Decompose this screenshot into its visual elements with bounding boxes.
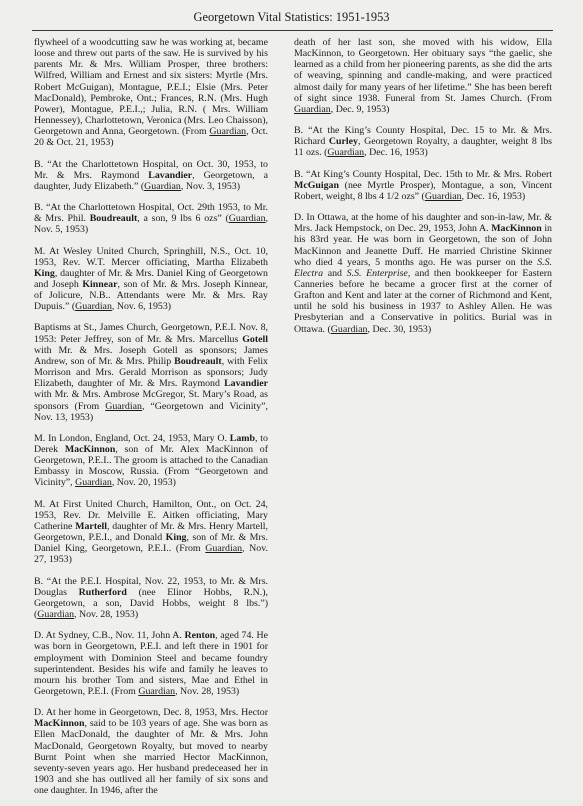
entry-text: , Dec. 16, 1953)	[364, 147, 428, 159]
source-citation: Guardian	[37, 609, 75, 621]
entry-text: (nee Elinor Hobbs, R.N.), Georgetown, a son, David Hobbs, weight 8 lbs.”) (	[34, 586, 268, 621]
entry-text: , daughter of Mr. & Mrs. Henry Martell, Georgetown, P.E.I., and Donald	[34, 520, 268, 544]
surname-highlight: Boudreault	[89, 213, 138, 225]
entry-text: D. At Sydney, C.B., Nov. 11, John A.	[34, 630, 185, 642]
entry-mcguigan-birth	[294, 169, 552, 202]
entry-text: B. “At King’s County Hospital, Dec. 15th to Mr. & Mrs. Robert	[294, 168, 552, 180]
surname-highlight: King	[34, 267, 55, 279]
source-citation: Guardian	[327, 147, 365, 159]
entry-text: with Mr. & Mrs. Ambrose McGregor, St. Mary’s Road, as sponsors (From	[34, 389, 268, 412]
entry-text: , son of Mr. Alex MacKinnon of Georgetown, P.E.I.. The groom is attached to the Canadian Embassy in Moscow, Russia. (From “Georgetown and Vicinity”,	[34, 444, 269, 489]
surname-highlight: Lavandier	[224, 378, 268, 390]
surname-highlight: Gotell	[242, 333, 268, 345]
entry-text: , and then bookkeeper for Eastern Canneries before he became a grocer first at the corner of Grafton and Kent and later at the corner of Richmond and Kent, until he sold his business in 1937 to Ashley Allen. He was Presbyterian and a Conservative in politics. Burial was in Ottawa. (	[294, 267, 552, 335]
entry-text: , to Derek	[34, 432, 268, 455]
entry-text: and	[323, 267, 347, 279]
source-citation: Guardian	[209, 126, 247, 138]
entry-text: D. In Ottawa, at the home of his daughter and son-in-law, Mr. & Mrs. Jack Hempstock, on Dec. 29, 1953, John A.	[294, 212, 552, 235]
surname-highlight: MacKinnon	[64, 444, 116, 455]
source-citation: Guardian	[105, 400, 142, 412]
entry-text: , Nov. 27, 1953)	[34, 543, 269, 566]
page-title: Georgetown Vital Statistics: 1951-1953	[193, 10, 390, 24]
entry-text: flywheel of a woodcutting saw he was working at, became loose and threw out parts of the saw. He is survived by his parents Mr. & Mrs. William Prosper, three brothers: Wilfred, William and Ernest and six sisters: Myrtle (Mrs. Robert McGuigan), Montague, P.E.I.; Elsie (Mrs. Peter MacDonald), Pembroke, Ont.; Frances, R.N. (Mrs. Hugh Power), Montague, P.E.I.,; Julia, R.N. ( Mrs. William Hennessey), Charlottetown, Veronica (Mrs. Leo Chaisson), Georgetown and Anna, Georgetown. (From	[34, 37, 268, 138]
entry-mrs-hector-mackinnon-continued	[294, 37, 552, 115]
entry-text: , son of Mr. & Mrs. Joseph Kinnear, of Jolicure, N.B.. Attendants were Mr. & Mrs. Ray Dupuis.” (	[34, 278, 269, 313]
surname-highlight: Rutherford	[78, 586, 127, 598]
entry-text: , son of Mr. & Mrs. Daniel King, Georgetown, P.E.I.. (From	[34, 532, 268, 555]
surname-highlight: King	[165, 532, 187, 544]
source-citation: Guardian	[294, 103, 331, 115]
entry-text: death of her last son, she moved with his widow, Ella MacKinnon, to Georgetown. Her obituary says “the gaelic, she learned as a child from her pioneering parents, as she did the arts of weaving, spinning and candle-making, and were practiced almost daily for many years of her lifetime.” She has been bereft of sight since 1938. Funeral from St. James Church. (From	[294, 37, 552, 104]
surname-highlight: MacKinnon	[34, 718, 85, 730]
surname-highlight: MacKinnon	[491, 223, 542, 235]
entry-martell-king-marriage	[34, 499, 268, 566]
entry-text: , Nov. 28, 1953)	[74, 609, 139, 621]
surname-highlight: Lavandier	[148, 169, 193, 181]
entry-king-kinnear-marriage	[34, 246, 268, 313]
surname-highlight: McGuigan	[294, 179, 339, 191]
source-citation: Guardian	[330, 323, 368, 335]
entry-text: , Dec. 16, 1953)	[461, 190, 526, 202]
entry-john-a-mackinnon-death	[294, 212, 552, 335]
entry-text: B. “At the Charlottetown Hospital, Oct. 29th 1953, to Mr. & Mrs. Phil.	[34, 202, 268, 225]
source-citation: Guardian	[138, 685, 176, 697]
entry-text: , Georgetown, a daughter, Judy Elizabeth.” (	[34, 169, 268, 192]
entry-renton-death	[34, 630, 268, 697]
entry-text: M. At First United Church, Hamilton, Ont., on Oct. 24, 1953, Rev. Dr. Melville E. Aitken officiating, Mary Catherine	[34, 498, 268, 532]
entry-text: , Nov. 5, 1953)	[34, 213, 268, 236]
entry-text: M. In London, England, Oct. 24, 1953, Mary O.	[34, 432, 230, 444]
ship-name: S.S. Electra	[294, 256, 552, 279]
entry-text: B. “At the King’s County Hospital, Dec. 15 to Mr. & Mrs. Richard	[294, 125, 552, 148]
header-divider	[32, 30, 553, 31]
entry-text: B. “At the Charlottetown Hospital, on Oct. 30, 1953, to Mr. & Mrs. Raymond	[34, 158, 268, 181]
entry-boudreault-birth	[34, 202, 268, 235]
entry-text: , said to be 103 years of age. She was born as Ellen MacDonald, the daughter of Mr. & Mrs. John MacDonald, Georgetown Royalty, but moved to nearby Burnt Point when she married Hector MacKinnon, seventy-seven years ago. Her husband predeceased her in 1903 and she has outlived all her family of six sons and one daughter. In 1946, after the	[34, 718, 268, 797]
source-citation: Guardian	[228, 213, 266, 225]
left-column	[34, 37, 268, 806]
entry-text: , daughter of Mr. & Mrs. Daniel King of Georgetown and Joseph	[34, 267, 268, 290]
entry-lamb-mackinnon-marriage	[34, 433, 268, 489]
entry-text: , aged 74. He was born in Georgetown, P.E.I. and left there in 1901 for employment with Dominion Steel and became foundry superintendent. Besides his wife and family he leaves to mourn his brother Tom and sisters, Mae and Ethel in Georgetown, P.E.I. (From	[34, 630, 268, 697]
entry-lavandier-birth	[34, 159, 268, 192]
surname-highlight: Renton	[184, 630, 216, 642]
entry-text: , with Felix Morrison and Mrs. Gerald Morrison as sponsors; Judy Elizabeth, daughter of Mr. & Mrs. Raymond	[34, 355, 268, 390]
source-citation: Guardian	[205, 543, 243, 555]
entry-text: , “Georgetown and Vicinity”, Nov. 13, 1953)	[34, 400, 269, 423]
entry-text: with Mr. & Mrs. Joseph Gotell as sponsors; James Andrew, son of Mr. & Mrs. Philip	[34, 344, 268, 367]
entry-text: D. At her home in Georgetown, Dec. 8, 1953, Mrs. Hector	[34, 707, 268, 719]
surname-highlight: Curley	[328, 136, 358, 148]
entry-text: , a son, 9 lbs 6 ozs” (	[137, 213, 229, 225]
entry-text: , Nov. 6, 1953)	[111, 301, 172, 313]
source-citation: Guardian	[424, 190, 462, 202]
entry-text: Baptisms at St., James Church, Georgetown, P.E.I. Nov. 8, 1953: Peter Jeffrey, son of Mr. & Mrs. Marcellus	[34, 322, 268, 345]
entry-text: , Nov. 28, 1953)	[175, 685, 240, 697]
entry-st-james-baptisms	[34, 322, 268, 422]
entry-text: in his 83rd year. He was born in Georgetown, the son of John MacKinnon and Jeanette Duff. He married Christine Skinner who died 4 years, 5 months ago. He was purser on the	[294, 223, 552, 268]
entry-mrs-hector-mackinnon-death	[34, 707, 268, 796]
entry-text: , Nov. 20, 1953)	[111, 477, 176, 489]
entry-text: (nee Myrtle Prosper), Montague, a son, Vincent Robert, weight, 8 lbs 4 1/2 ozs” (	[294, 179, 552, 202]
entry-text: , Dec. 30, 1953)	[367, 323, 432, 335]
entry-text: , Georgetown Royalty, a daughter, weight 8 lbs 11 ozs. (	[294, 136, 552, 159]
right-column	[294, 37, 552, 345]
source-citation: Guardian	[75, 301, 112, 313]
surname-highlight: Kinnear	[82, 278, 118, 290]
entry-text: , Nov. 3, 1953)	[180, 180, 241, 192]
ship-name: S.S. Enterprise	[346, 267, 408, 279]
entry-curley-birth	[294, 125, 552, 158]
entry-text: M. At Wesley United Church, Springhill, N.S., Oct. 10, 1953, Rev. W.T. Mercer officiating, Martha Elizabeth	[34, 245, 268, 268]
source-citation: Guardian	[75, 477, 112, 489]
entry-text: , Dec. 9, 1953)	[330, 103, 390, 115]
source-citation: Guardian	[144, 180, 181, 192]
entry-rutherford-birth	[34, 576, 268, 621]
entry-text: B. “At the P.E.I. Hospital, Nov. 22, 1953, to Mr. & Mrs. Douglas	[34, 575, 268, 598]
entry-prosper-continued	[34, 37, 268, 149]
surname-highlight: Boudreault	[174, 355, 222, 367]
entry-text: , Oct. 20 & Oct. 21, 1953)	[34, 126, 268, 149]
surname-highlight: Martell	[75, 520, 107, 532]
surname-highlight: Lamb	[229, 432, 256, 444]
